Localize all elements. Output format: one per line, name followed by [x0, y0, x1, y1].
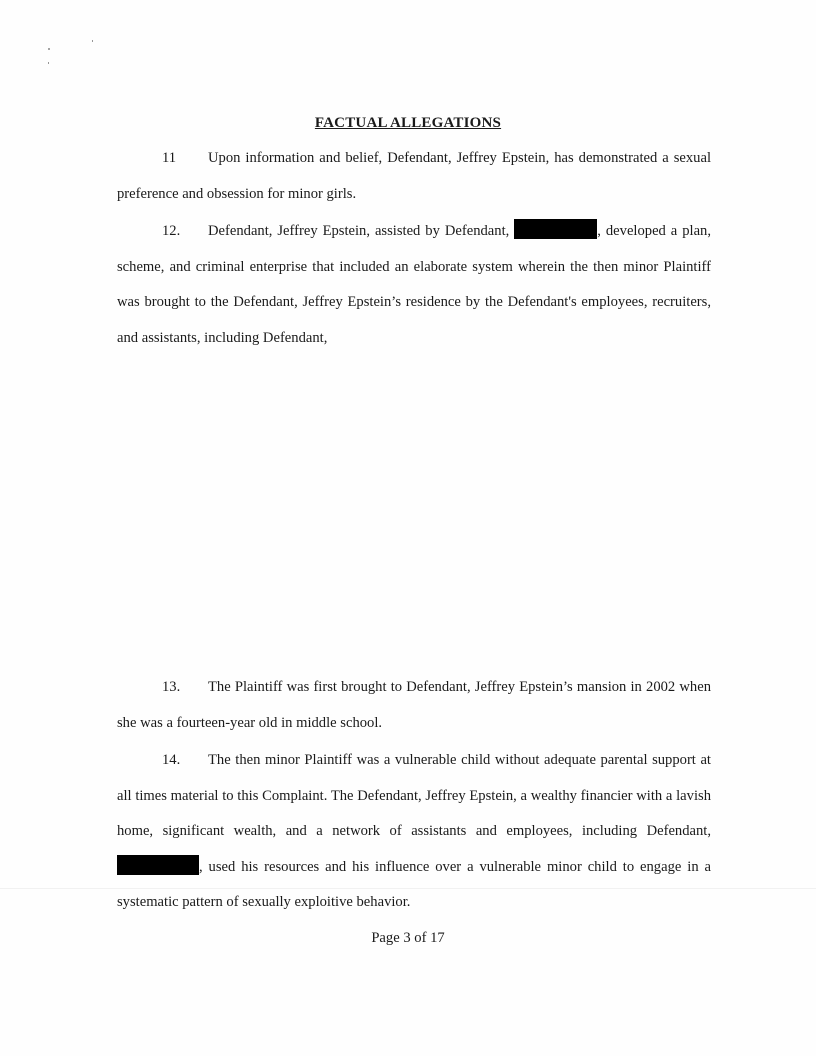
scan-speck [48, 48, 50, 50]
paragraph-number: 11 [162, 150, 177, 166]
paragraph-12 [117, 214, 711, 356]
paragraph-number: 12. [162, 223, 181, 239]
paragraph-text: , developed a plan, scheme, and criminal enterprise that included an elaborate system wherein the then minor Plaintiff was brought to the Defendant, Jeffrey Epstein’s residence by the Defendant's employees, recruiters, and assistants, including Defendant, [117, 223, 711, 346]
paragraph-number: 14. [162, 752, 181, 768]
paragraph-number: 13. [162, 679, 181, 695]
section-heading: FACTUAL ALLEGATIONS [314, 115, 502, 131]
redaction-box [514, 219, 597, 239]
paragraph-14 [117, 743, 711, 921]
paragraph-text: Upon information and belief, Defendant, Jeffrey Epstein, has demonstrated a sexual preference and obsession for minor girls. [117, 150, 711, 202]
paragraph-text: Defendant, Jeffrey Epstein, assisted by Defendant, [208, 223, 510, 239]
paragraph-11 [117, 141, 711, 212]
scan-speck [48, 62, 49, 64]
paragraph-text: The Plaintiff was first brought to Defendant, Jeffrey Epstein’s mansion in 2002 when she was a fourteen-year old in middle school. [117, 679, 711, 731]
redaction-box [117, 855, 199, 875]
page-number: Page 3 of 17 [371, 930, 445, 946]
paragraph-text: The then minor Plaintiff was a vulnerable child without adequate parental support at all times material to this Complaint. The Defendant, Jeffrey Epstein, a wealthy financier with a lavish home, significant wealth, and a network of assistants and employees, including Defendant, [117, 752, 711, 840]
paragraph-13 [117, 670, 711, 741]
scan-artifact-line [0, 888, 816, 889]
paragraph-text: , used his resources and his influence over a vulnerable minor child to engage in a systematic pattern of sexually exploitive behavior. [117, 858, 711, 911]
scan-speck [92, 40, 93, 42]
